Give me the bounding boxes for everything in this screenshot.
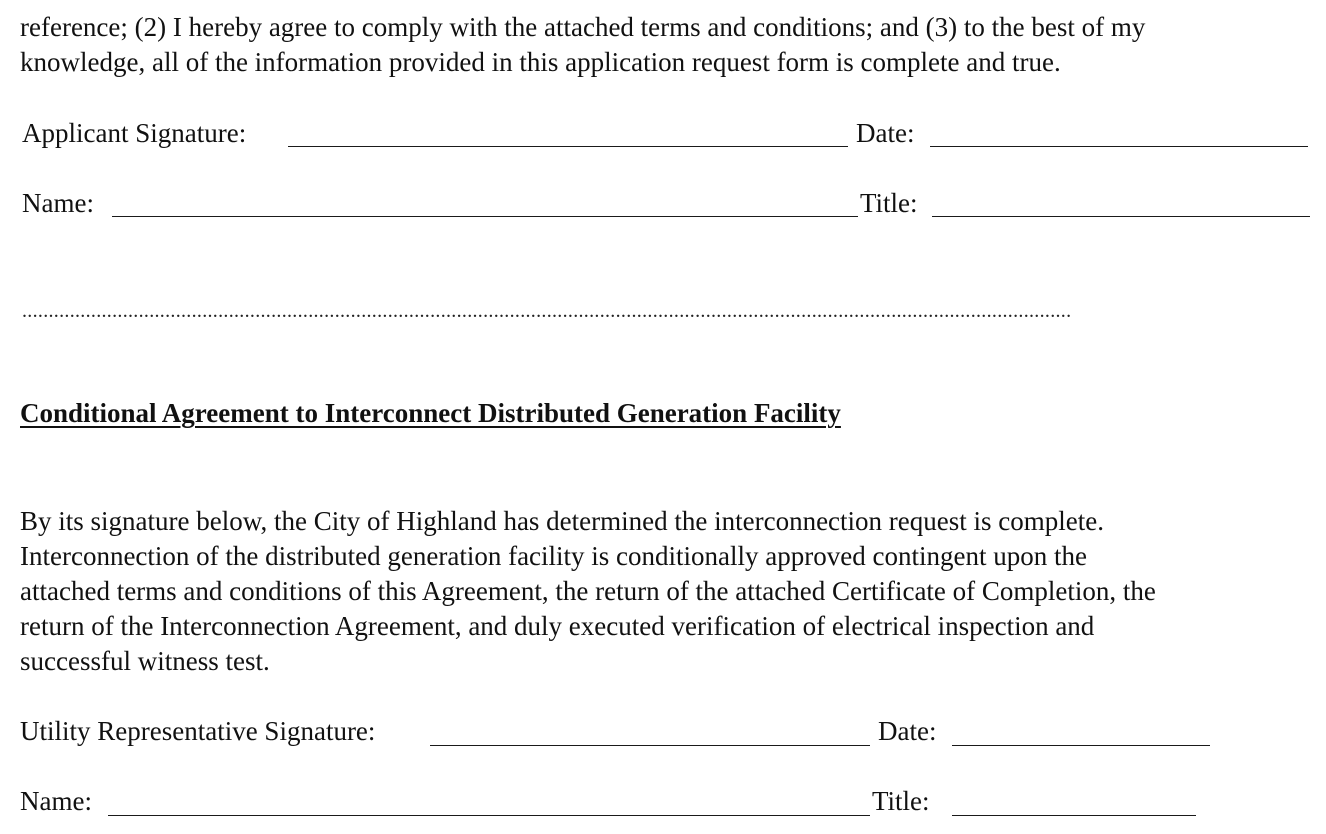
applicant-name-line[interactable] bbox=[112, 216, 858, 217]
agreement-heading: Conditional Agreement to Interconnect Distributed Generation Facility bbox=[20, 398, 841, 428]
dotted-separator: ...................................................................................................................................................................................................... bbox=[22, 300, 1072, 320]
intro-line-2: knowledge, all of the information provided in this application request form is complete and true. bbox=[20, 47, 1061, 77]
utility-date-label: Date: bbox=[878, 716, 937, 746]
agreement-line-2: Interconnection of the distributed generation facility is conditionally approved contingent upon the bbox=[20, 541, 1087, 571]
agreement-line-1: By its signature below, the City of Highland has determined the interconnection request is complete. bbox=[20, 506, 1104, 536]
agreement-line-4: return of the Interconnection Agreement, and duly executed verification of electrical inspection and bbox=[20, 611, 1095, 641]
applicant-signature-line[interactable] bbox=[288, 146, 848, 147]
utility-name-label: Name: bbox=[20, 786, 92, 816]
utility-signature-line[interactable] bbox=[430, 745, 870, 746]
applicant-name-label: Name: bbox=[22, 188, 94, 218]
utility-title-label: Title: bbox=[872, 786, 930, 816]
agreement-line-3: attached terms and conditions of this Agreement, the return of the attached Certificate of Completion, the bbox=[20, 576, 1156, 606]
applicant-signature-label: Applicant Signature: bbox=[22, 118, 247, 148]
applicant-title-line[interactable] bbox=[932, 216, 1310, 217]
utility-name-line[interactable] bbox=[108, 815, 870, 816]
applicant-date-line[interactable] bbox=[930, 146, 1308, 147]
utility-title-line[interactable] bbox=[952, 815, 1196, 816]
utility-date-line[interactable] bbox=[952, 745, 1210, 746]
applicant-title-label: Title: bbox=[860, 188, 918, 218]
agreement-line-5: successful witness test. bbox=[20, 646, 270, 676]
applicant-date-label: Date: bbox=[856, 118, 915, 148]
intro-line-1: reference; (2) I hereby agree to comply with the attached terms and conditions; and (3) to the best of my bbox=[20, 12, 1146, 42]
utility-signature-label: Utility Representative Signature: bbox=[20, 716, 376, 746]
